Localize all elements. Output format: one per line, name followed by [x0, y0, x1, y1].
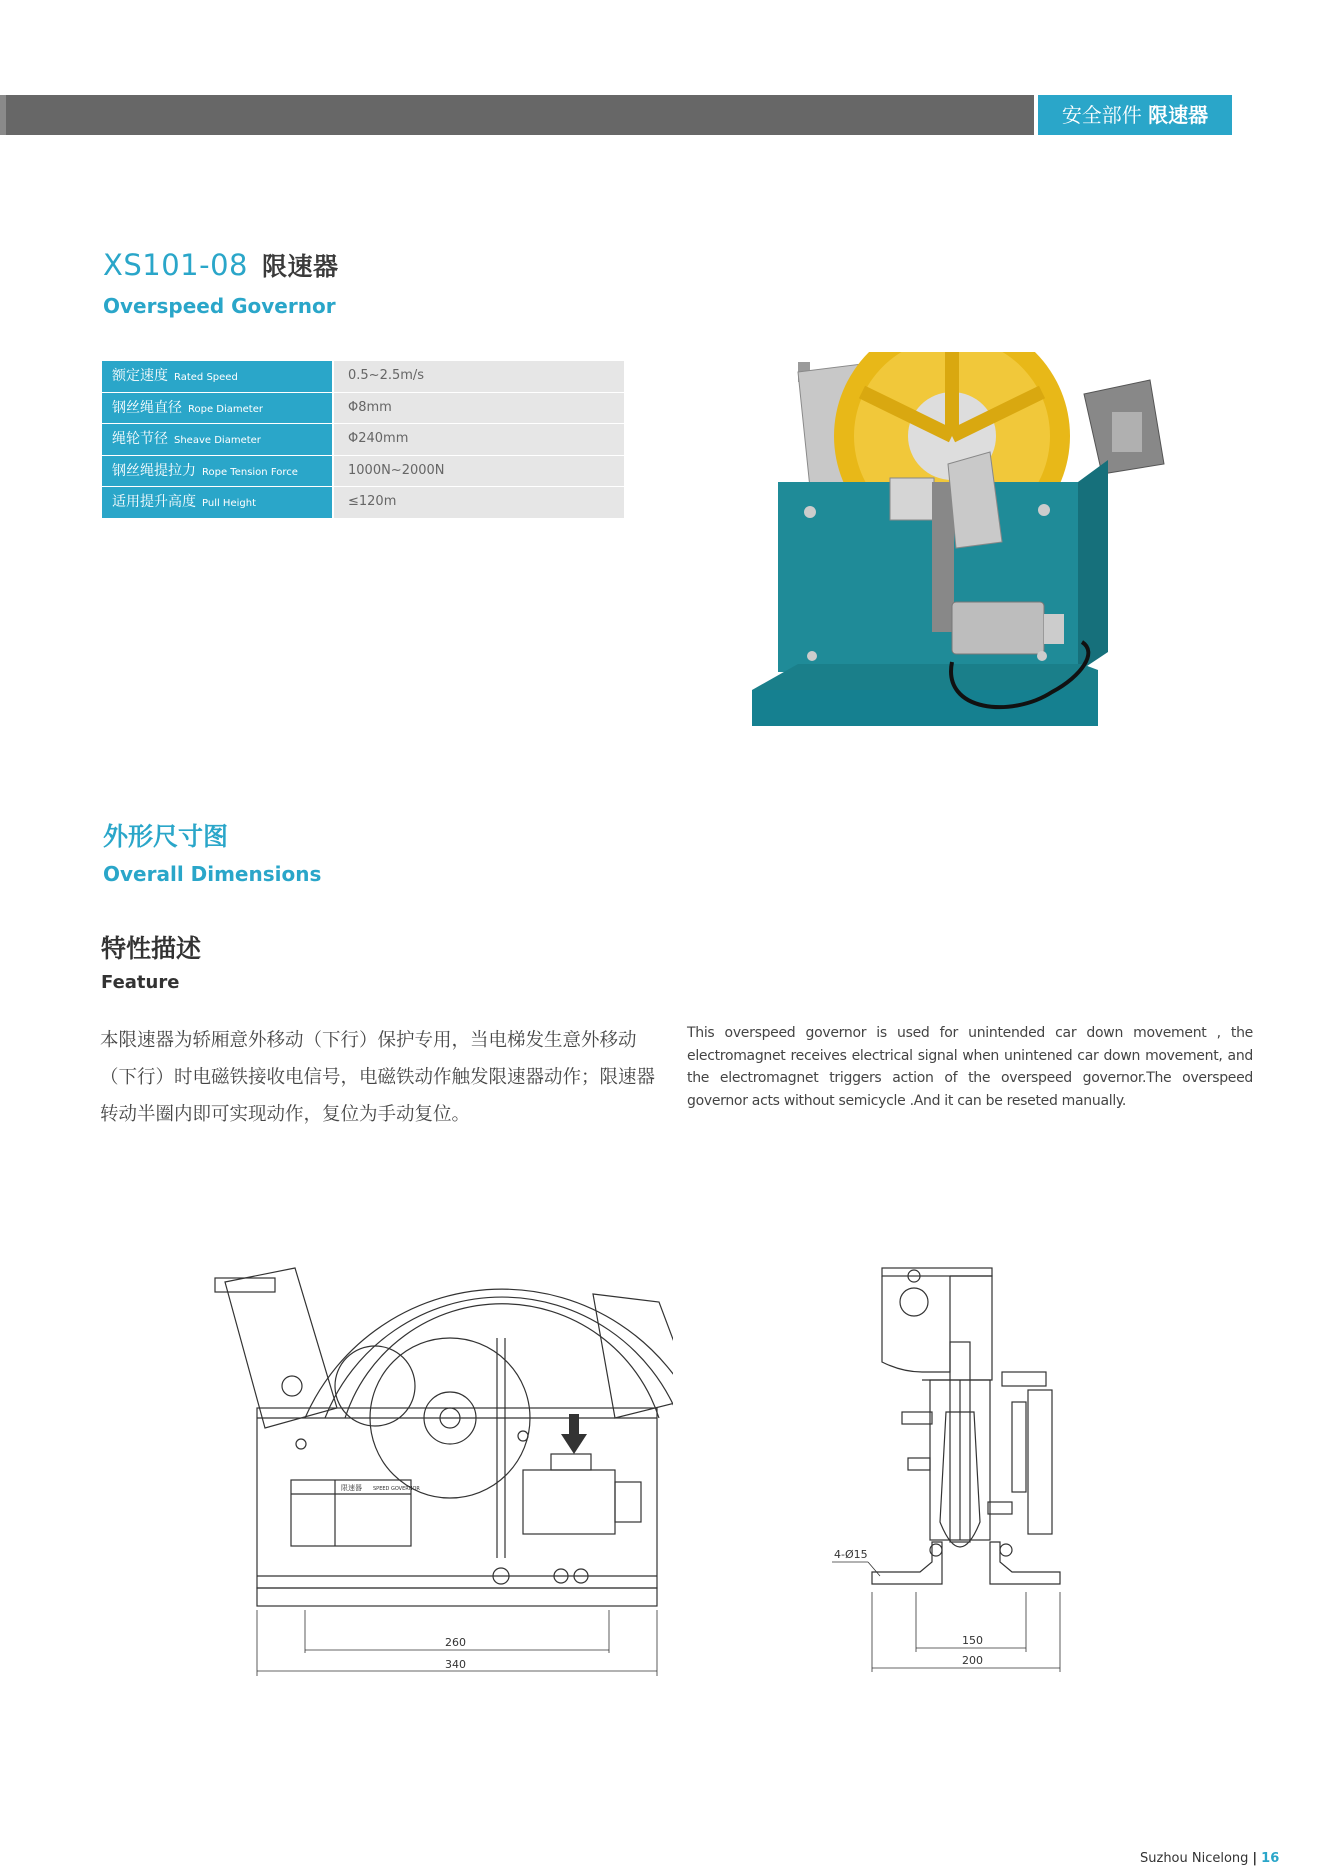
dim-150: 150 [962, 1634, 983, 1647]
spec-key-cn: 适用提升高度 [112, 494, 196, 511]
spec-value: Φ240mm [334, 424, 624, 455]
spec-key [102, 393, 332, 424]
dim-200: 200 [962, 1654, 983, 1667]
spec-row [102, 424, 624, 456]
spec-key-en: Rated Speed [174, 372, 238, 383]
dimensions-title-en: Overall Dimensions [103, 862, 322, 886]
spec-key-cn: 绳轮节径 [112, 431, 168, 448]
header-bar-edge [0, 95, 6, 135]
spec-value: Φ8mm [334, 393, 624, 424]
feature-title-cn: 特性描述 [101, 934, 202, 963]
feature-title-en: Feature [101, 972, 180, 993]
spec-key-en: Rope Diameter [188, 403, 263, 415]
spec-key [102, 487, 332, 518]
spec-row [102, 361, 624, 393]
dim-340: 340 [445, 1658, 466, 1671]
spec-row [102, 456, 624, 488]
plate-title-en: SPEED GOVERNOR [373, 1486, 420, 1492]
header-bar [0, 95, 1034, 135]
spec-key-en: Sheave Diameter [174, 435, 261, 447]
footer-company: Suzhou Nicelong [1140, 1851, 1249, 1866]
spec-value: 1000N~2000N [334, 456, 624, 487]
spec-key [102, 361, 332, 392]
product-model: XS101-08 [103, 248, 248, 282]
category-label: 安全部件 [1061, 103, 1142, 127]
side-view-drawing [832, 1262, 1102, 1676]
category-badge [1038, 95, 1232, 135]
feature-text-en: This overspeed governor is used for unintended car down movement , the electromagnet receives electrical signal when unintened car down movement, and the electromagnet triggers action of the overspeed governor.The overspeed governor acts without semicycle .And it can be reseted manually. [687, 1025, 1253, 1109]
product-name-cn: 限速器 [262, 252, 339, 281]
spec-row [102, 487, 624, 519]
dim-260: 260 [445, 1636, 466, 1649]
spec-table [102, 361, 624, 519]
spec-row [102, 393, 624, 425]
footer-separator: | [1252, 1851, 1258, 1866]
plate-title-cn: 限速器 [341, 1484, 362, 1492]
footer [1140, 1851, 1279, 1866]
spec-key [102, 456, 332, 487]
product-title [103, 247, 339, 283]
spec-key-cn: 钢丝绳直径 [112, 399, 182, 416]
spec-value: 0.5~2.5m/s [334, 361, 624, 392]
spec-key [102, 424, 332, 455]
spec-key-en: Pull Height [202, 498, 256, 510]
product-name-en: Overspeed Governor [103, 294, 336, 318]
hole-label: 4-Ø15 [834, 1548, 868, 1561]
feature-text-cn: 本限速器为轿厢意外移动（下行）保护专用，当电梯发生意外移动（下行）时电磁铁接收电信号，电磁铁动作触发限速器动作；限速器转动半圈内即可实现动作，复位为手动复位。 [100, 1030, 656, 1125]
product-photo [752, 352, 1174, 730]
front-view-drawing [205, 1258, 673, 1678]
page-number: 16 [1261, 1851, 1280, 1866]
spec-key-cn: 额定速度 [112, 368, 168, 384]
spec-key-cn: 钢丝绳提拉力 [112, 462, 196, 479]
dimensions-title-cn: 外形尺寸图 [103, 822, 229, 851]
spec-key-en: Rope Tension Force [202, 466, 298, 478]
spec-value: ≤120m [334, 487, 624, 518]
category-label-bold: 限速器 [1148, 103, 1209, 127]
